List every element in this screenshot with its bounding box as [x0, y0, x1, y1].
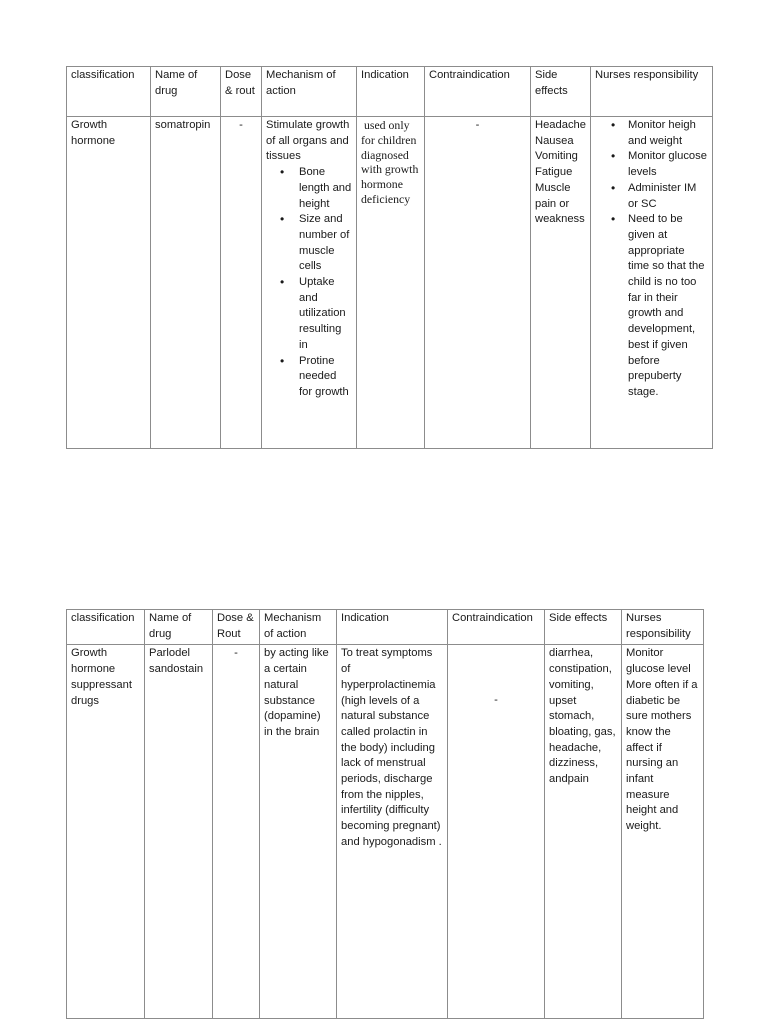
mechanism-bullet-list [266, 165, 352, 401]
cell-classification: Growth hormone [67, 117, 151, 449]
cell-side-effects: Headache Nausea Vomiting Fatigue Muscle pain or weakness [531, 117, 591, 449]
mechanism-bullet: • Bone length and height [266, 165, 352, 212]
header-contraindication: Contraindication [448, 610, 545, 645]
nurses-bullet: • Need to be given at appropriate time so that the child is no too far in their growth and development, best if given before prepuberty stage. [595, 212, 708, 400]
header-nurses-responsibility: Nurses responsibility [591, 67, 713, 117]
header-dose-rout: Dose & Rout [213, 610, 260, 645]
mechanism-intro: Stimulate growth of all organs and tissues [266, 119, 350, 163]
cell-dose: - [213, 645, 260, 1019]
header-mechanism: Mechanism of action [260, 610, 337, 645]
header-mechanism: Mechanism of action [262, 67, 357, 117]
mechanism-bullet: • Protine needed for growth [266, 354, 352, 401]
cell-classification: Growth hormone suppressant drugs [67, 645, 145, 1019]
header-contraindication: Contraindication [425, 67, 531, 117]
table-header-row [67, 67, 713, 117]
cell-contraindication [448, 645, 545, 1019]
header-indication: Indication [337, 610, 448, 645]
header-nurses-responsibility: Nurses responsibility [622, 610, 704, 645]
table-row [67, 117, 713, 449]
header-name-of-drug: Name of drug [151, 67, 221, 117]
cell-side-effects: diarrhea, constipation, vomiting, upset stomach, bloating, gas, headache, dizziness, andpain [545, 645, 622, 1019]
nurses-bullet: • Administer IM or SC [595, 181, 708, 212]
header-indication: Indication [357, 67, 425, 117]
cell-mechanism: by acting like a certain natural substance (dopamine) in the brain [260, 645, 337, 1019]
header-classification: classification [67, 67, 151, 117]
mechanism-bullet: • Size and number of muscle cells [266, 212, 352, 275]
header-dose-rout: Dose & rout [221, 67, 262, 117]
cell-indication: To treat symptoms of hyperprolactinemia (high levels of a natural substance called prolactin in the body) including lack of menstrual periods, discharge from the nipples, infertility (difficulty becoming pregnant) and hypogonadism . [337, 645, 448, 1019]
nurses-bullet: • Monitor glucose levels [595, 149, 708, 180]
cell-name-of-drug: Parlodel sandostain [145, 645, 213, 1019]
header-side-effects: Side effects [545, 610, 622, 645]
nurses-bullet: • Monitor heigh and weight [595, 118, 708, 149]
cell-indication: used only for children diagnosed with growth hormone deficiency [357, 117, 425, 449]
cell-nurses-responsibility: Monitor glucose level More often if a diabetic be sure mothers know the affect if nursing an infant measure height and weight. [622, 645, 704, 1019]
cell-mechanism [262, 117, 357, 449]
cell-nurses-responsibility [591, 117, 713, 449]
nurses-bullet-list [595, 118, 708, 401]
contraindication-value: - [494, 694, 498, 707]
header-name-of-drug: Name of drug [145, 610, 213, 645]
cell-name-of-drug: somatropin [151, 117, 221, 449]
cell-dose: - [221, 117, 262, 449]
mechanism-bullet: • Uptake and utilization resulting in [266, 275, 352, 354]
header-side-effects: Side effects [531, 67, 591, 117]
drug-table-1 [66, 66, 713, 449]
table-row [67, 645, 704, 1019]
header-classification: classification [67, 610, 145, 645]
cell-contraindication: - [425, 117, 531, 449]
table-header-row [67, 610, 704, 645]
drug-table-2 [66, 609, 704, 1019]
